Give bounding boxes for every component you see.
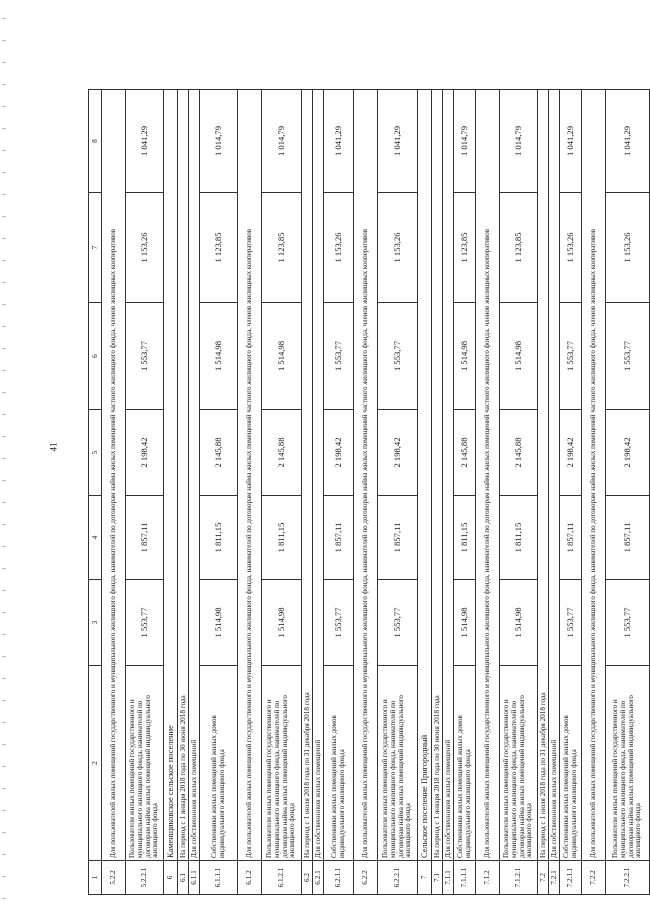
row-code: 7.2.2.1 [606, 861, 650, 895]
table-row [102, 90, 126, 895]
row-code: 7.2 [538, 861, 549, 895]
table-row [560, 90, 582, 895]
column-header: 3 [89, 580, 102, 666]
scan-mark [2, 458, 6, 459]
table-row [354, 90, 378, 895]
tariff-value: 1 153,26 [606, 193, 650, 303]
tariff-value: 1 553,77 [126, 580, 164, 666]
tariff-value: 1 553,77 [560, 580, 582, 666]
tariff-table [88, 89, 650, 895]
table-row [238, 90, 262, 895]
row-code: 7.1.2.1 [500, 861, 538, 895]
scan-mark [2, 40, 6, 41]
tariff-value: 1 153,26 [378, 193, 418, 303]
page-number: 41 [48, 442, 59, 452]
row-code: 6.1.2.1 [262, 861, 302, 895]
table-row [582, 90, 606, 895]
table-row [606, 90, 650, 895]
tariff-value: 1 014,79 [200, 90, 238, 193]
period-label: Для собственников жилых помещений [549, 90, 560, 861]
row-code: 7.2.1 [549, 861, 560, 895]
scan-mark [2, 238, 6, 239]
row-code: 6.1 [178, 861, 189, 895]
column-header: 1 [89, 861, 102, 895]
table-row [126, 90, 164, 895]
scan-mark [2, 656, 6, 657]
row-code: 7.1.1 [443, 861, 454, 895]
tariff-value: 1 553,77 [378, 580, 418, 666]
period-label: Для собственников жилых помещений [189, 90, 200, 861]
tariff-value: 1 811,15 [454, 496, 476, 580]
scan-mark [2, 370, 6, 371]
tariff-value: 1 041,29 [378, 90, 418, 193]
tariff-value: 1 123,85 [262, 193, 302, 303]
scan-mark [2, 678, 6, 679]
category-label: Для пользователей жилых помещений государственного и муниципального жилищного фонда, нанимателей по договорам найма жилых помещений частного жилищного фонда, членов жилищных кооперативов [354, 90, 378, 861]
scan-mark [2, 876, 6, 877]
tariff-value: 1 553,77 [324, 580, 354, 666]
tariff-value: 1 041,29 [606, 90, 650, 193]
table-row [549, 90, 560, 895]
tariff-value: 1 857,11 [560, 496, 582, 580]
table-row [432, 90, 443, 895]
scan-mark [2, 392, 6, 393]
scan-mark [2, 348, 6, 349]
row-label: Собственники жилых помещений жилых домов индивидуального жилищного фонда [324, 666, 354, 861]
period-label: На период с 1 января 2018 года по 30 июня 2018 года [178, 90, 189, 861]
row-code: 6.2.1 [313, 861, 324, 895]
tariff-value: 1 553,77 [560, 303, 582, 410]
tariff-value: 1 123,85 [454, 193, 476, 303]
period-label: Для собственников жилых помещений [443, 90, 454, 861]
tariff-value: 1 553,77 [126, 303, 164, 410]
tariff-value: 2 198,42 [560, 410, 582, 496]
scan-mark [2, 854, 6, 855]
table-row [443, 90, 454, 895]
table-row [164, 90, 178, 895]
scan-mark [2, 150, 6, 151]
table-body [89, 90, 650, 895]
tariff-value: 1 514,98 [500, 303, 538, 410]
row-code: 6.2.2 [354, 861, 378, 895]
column-header: 4 [89, 496, 102, 580]
scan-mark [2, 304, 6, 305]
table-row [324, 90, 354, 895]
row-label: Пользователи жилых помещений государственного и муниципального жилищного фонда, нанимателей по договорам найма жилых помещений индивидуального жилищного фонда [262, 666, 302, 861]
row-code: 7.1 [432, 861, 443, 895]
tariff-value: 1 857,11 [324, 496, 354, 580]
scan-mark [2, 326, 6, 327]
column-header: 5 [89, 410, 102, 496]
tariff-value: 2 198,42 [324, 410, 354, 496]
tariff-value: 1 514,98 [200, 303, 238, 410]
table-row [500, 90, 538, 895]
tariff-value: 1 514,98 [262, 303, 302, 410]
scan-mark [2, 722, 6, 723]
tariff-value: 2 198,42 [378, 410, 418, 496]
scan-mark [2, 106, 6, 107]
tariff-value: 1 553,77 [378, 303, 418, 410]
tariff-value: 2 145,88 [262, 410, 302, 496]
table-row [178, 90, 189, 895]
scan-mark [2, 810, 6, 811]
tariff-value: 1 014,79 [454, 90, 476, 193]
scan-mark [2, 568, 6, 569]
tariff-value: 1 041,29 [560, 90, 582, 193]
table-row [200, 90, 238, 895]
tariff-value: 1 857,11 [606, 496, 650, 580]
tariff-value: 1 811,15 [200, 496, 238, 580]
scan-mark [2, 172, 6, 173]
scan-mark [2, 62, 6, 63]
tariff-value: 2 145,88 [200, 410, 238, 496]
row-label: Пользователи жилых помещений государственного и муниципального жилищного фонда, нанимателей по договорам найма жилых помещений индивидуального жилищного фонда [126, 666, 164, 861]
scan-mark [2, 480, 6, 481]
scan-mark [2, 634, 6, 635]
scan-mark [2, 788, 6, 789]
row-code: 6.1.1.1 [200, 861, 238, 895]
section-title: Сельское поселение Пригородный [418, 90, 432, 861]
row-code: 6.2 [302, 861, 313, 895]
scan-mark [2, 18, 6, 19]
row-code: 7.1.2 [476, 861, 500, 895]
period-label: На период с 1 июля 2018 года по 31 декабря 2018 года [302, 90, 313, 861]
scan-mark [2, 194, 6, 195]
category-label: Для пользователей жилых помещений государственного и муниципального жилищного фонда, нанимателей по договорам найма жилых помещений частного жилищного фонда, членов жилищных кооперативов [476, 90, 500, 861]
period-label: На период с 1 июля 2018 года по 31 декабря 2018 года [538, 90, 549, 861]
row-code: 7.2.2 [582, 861, 606, 895]
row-code: 6.1.2 [238, 861, 262, 895]
tariff-value: 1 553,77 [606, 303, 650, 410]
period-label: Для собственников жилых помещений [313, 90, 324, 861]
tariff-value: 1 041,29 [126, 90, 164, 193]
row-code: 7.2.1.1 [560, 861, 582, 895]
row-code: 7 [418, 861, 432, 895]
tariff-value: 1 514,98 [262, 580, 302, 666]
row-label: Собственники жилых помещений жилых домов индивидуального жилищного фонда [454, 666, 476, 861]
scan-mark [2, 216, 6, 217]
column-header: 6 [89, 303, 102, 410]
tariff-value: 2 198,42 [126, 410, 164, 496]
tariff-value: 1 514,98 [500, 580, 538, 666]
table-row [189, 90, 200, 895]
category-label: Для пользователей жилых помещений государственного и муниципального жилищного фонда, нанимателей по договорам найма жилых помещений частного жилищного фонда, членов жилищных кооперативов [238, 90, 262, 861]
scan-mark [2, 612, 6, 613]
tariff-value: 1 514,98 [454, 580, 476, 666]
scan-mark [2, 260, 6, 261]
table-row [476, 90, 500, 895]
row-code: 5.2.2.1 [126, 861, 164, 895]
tariff-value: 1 123,85 [200, 193, 238, 303]
scan-mark [2, 524, 6, 525]
rotated-table-wrapper [88, 90, 643, 895]
row-label: Собственники жилых помещений жилых домов индивидуального жилищного фонда [200, 666, 238, 861]
table-row [302, 90, 313, 895]
row-code: 7.1.1.1 [454, 861, 476, 895]
scan-mark [2, 84, 6, 85]
tariff-value: 1 553,77 [324, 303, 354, 410]
column-header: 8 [89, 90, 102, 193]
tariff-value: 2 145,88 [500, 410, 538, 496]
tariff-value: 1 014,79 [262, 90, 302, 193]
table-row [418, 90, 432, 895]
tariff-value: 1 811,15 [262, 496, 302, 580]
tariff-value: 1 811,15 [500, 496, 538, 580]
tariff-value: 1 041,29 [324, 90, 354, 193]
scan-edge-marks [2, 0, 8, 905]
scan-mark [2, 898, 6, 899]
row-code: 6.2.2.1 [378, 861, 418, 895]
header-row [89, 90, 102, 895]
scan-mark [2, 832, 6, 833]
tariff-value: 1 514,98 [454, 303, 476, 410]
column-header: 2 [89, 666, 102, 861]
row-code: 6.2.1.1 [324, 861, 354, 895]
scan-mark [2, 744, 6, 745]
tariff-value: 2 145,88 [454, 410, 476, 496]
tariff-value: 1 123,85 [500, 193, 538, 303]
tariff-value: 1 014,79 [500, 90, 538, 193]
tariff-value: 1 514,98 [200, 580, 238, 666]
tariff-value: 1 857,11 [126, 496, 164, 580]
column-header: 7 [89, 193, 102, 303]
category-label: Для пользователей жилых помещений государственного и муниципального жилищного фонда, нанимателей по договорам найма жилых помещений частного жилищного фонда, членов жилищных кооперативов [102, 90, 126, 861]
scan-mark [2, 128, 6, 129]
table-row [538, 90, 549, 895]
scan-mark [2, 546, 6, 547]
tariff-value: 1 153,26 [126, 193, 164, 303]
table-row [454, 90, 476, 895]
scan-mark [2, 436, 6, 437]
scan-mark [2, 282, 6, 283]
period-label: На период с 1 января 2018 года по 30 июня 2018 года [432, 90, 443, 861]
tariff-value: 1 553,77 [606, 580, 650, 666]
row-label: Пользователи жилых помещений государственного и муниципального жилищного фонда, нанимателей по договорам найма жилых помещений индивидуального жилищного фонда [378, 666, 418, 861]
row-label: Пользователи жилых помещений государственного и муниципального жилищного фонда, нанимателей по договорам найма жилых помещений индивидуального жилищного фонда [606, 666, 650, 861]
table-row [313, 90, 324, 895]
scan-mark [2, 502, 6, 503]
tariff-value: 1 153,26 [560, 193, 582, 303]
section-title: Каменщиковское сельское поселение [164, 90, 178, 861]
tariff-value: 1 153,26 [324, 193, 354, 303]
table-row [378, 90, 418, 895]
row-code: 5.2.2 [102, 861, 126, 895]
category-label: Для пользователей жилых помещений государственного и муниципального жилищного фонда, нанимателей по договорам найма жилых помещений частного жилищного фонда, членов жилищных кооперативов [582, 90, 606, 861]
scan-mark [2, 590, 6, 591]
scan-mark [2, 414, 6, 415]
row-code: 6.1.1 [189, 861, 200, 895]
tariff-value: 2 198,42 [606, 410, 650, 496]
row-label: Собственники жилых помещений жилых домов индивидуального жилищного фонда [560, 666, 582, 861]
tariff-value: 1 857,11 [378, 496, 418, 580]
scan-mark [2, 700, 6, 701]
row-label: Пользователи жилых помещений государственного и муниципального жилищного фонда, нанимателей по договорам найма жилых помещений индивидуального жилищного фонда [500, 666, 538, 861]
table-row [262, 90, 302, 895]
scan-mark [2, 766, 6, 767]
row-code: 6 [164, 861, 178, 895]
